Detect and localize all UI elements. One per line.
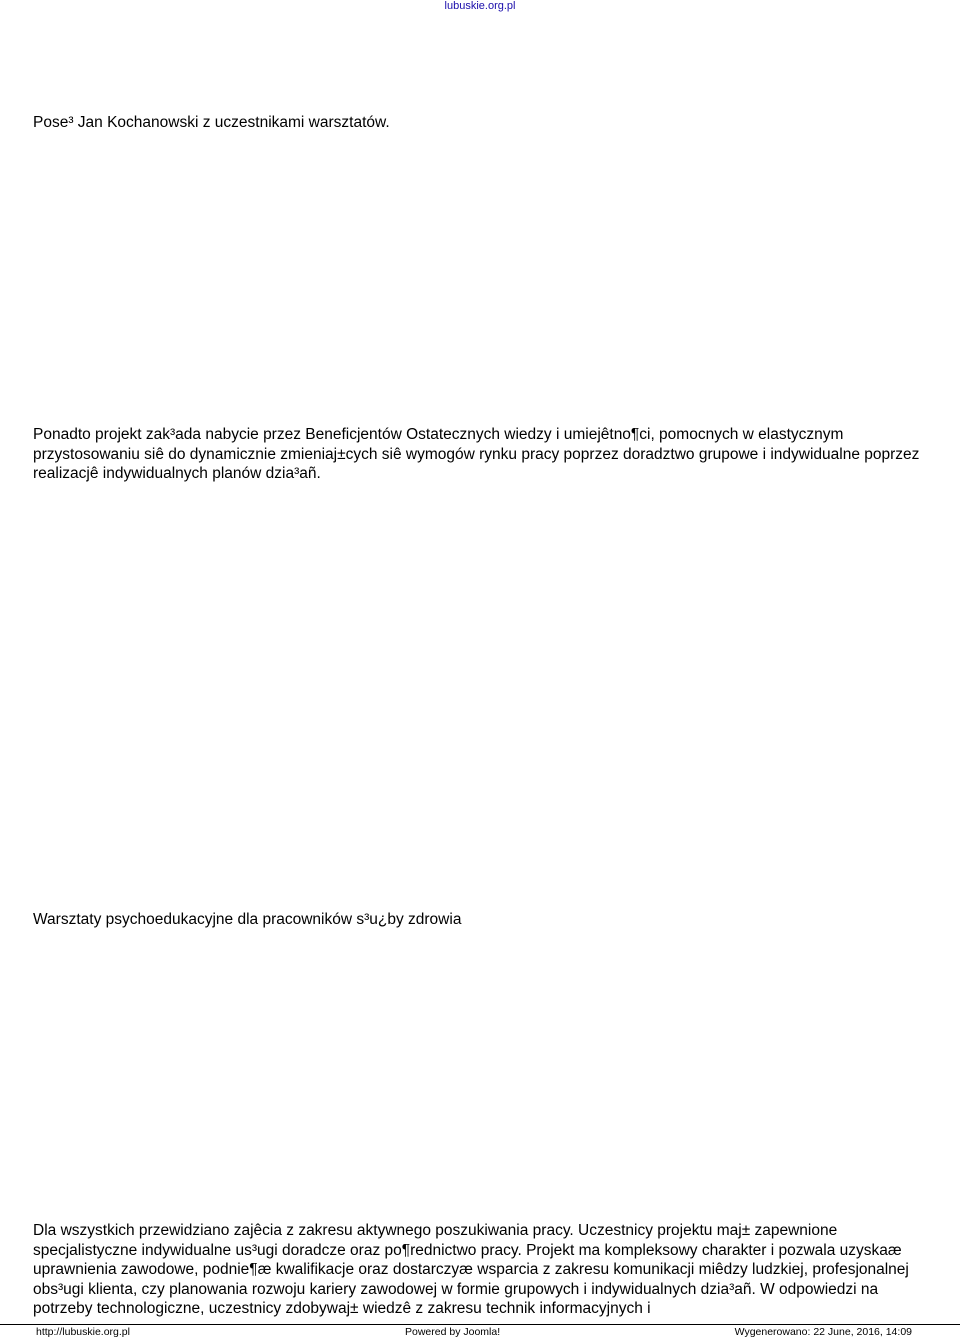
footer-url[interactable]: http://lubuskie.org.pl bbox=[36, 1326, 130, 1338]
photo-caption: Pose³ Jan Kochanowski z uczestnikami warsztatów. bbox=[33, 114, 390, 131]
site-header-link[interactable]: lubuskie.org.pl bbox=[444, 0, 516, 12]
footer-generated-date: Wygenerowano: 22 June, 2016, 14:09 bbox=[734, 1326, 912, 1338]
page-footer bbox=[0, 1324, 960, 1339]
body-paragraph: Ponadto projekt zak³ada nabycie przez Beneficjentów Ostatecznych wiedzy i umiejêtno¶ci, pomocnych w elastycznym przystosowaniu siê do dynamicznie zmieniaj±cych siê wymogów rynku pracy poprzez doradztwo grupowe i indywidualne poprzez realizacjê indywidualnych planów dzia³añ. bbox=[33, 426, 920, 482]
photo-caption: Warsztaty psychoedukacyjne dla pracowników s³u¿by zdrowia bbox=[33, 911, 462, 928]
body-paragraph: Dla wszystkich przewidziano zajêcia z zakresu aktywnego poszukiwania pracy. Uczestnicy projektu maj± zapewnione specjalistyczne indywidualne us³ugi doradcze oraz po¶rednictwo pracy. Projekt ma kompleksowy charakter i pozwala uzyskaæ uprawnienia zawodowe, podnie¶æ kwalifikacje oraz dostarczyæ wsparcia z zakresu komunikacji miêdzy ludzkiej, profesjonalnej obs³ugi klienta, czy planowania rozwoju kariery zawodowej w formie grupowych i indywidualnych dzia³añ. W odpowiedzi na potrzeby technologiczne, uczestnicy zdobywaj± wiedzê z zakresu technik informacyjnych i bbox=[33, 1222, 909, 1317]
footer-powered-by: Powered by Joomla! bbox=[405, 1326, 501, 1338]
